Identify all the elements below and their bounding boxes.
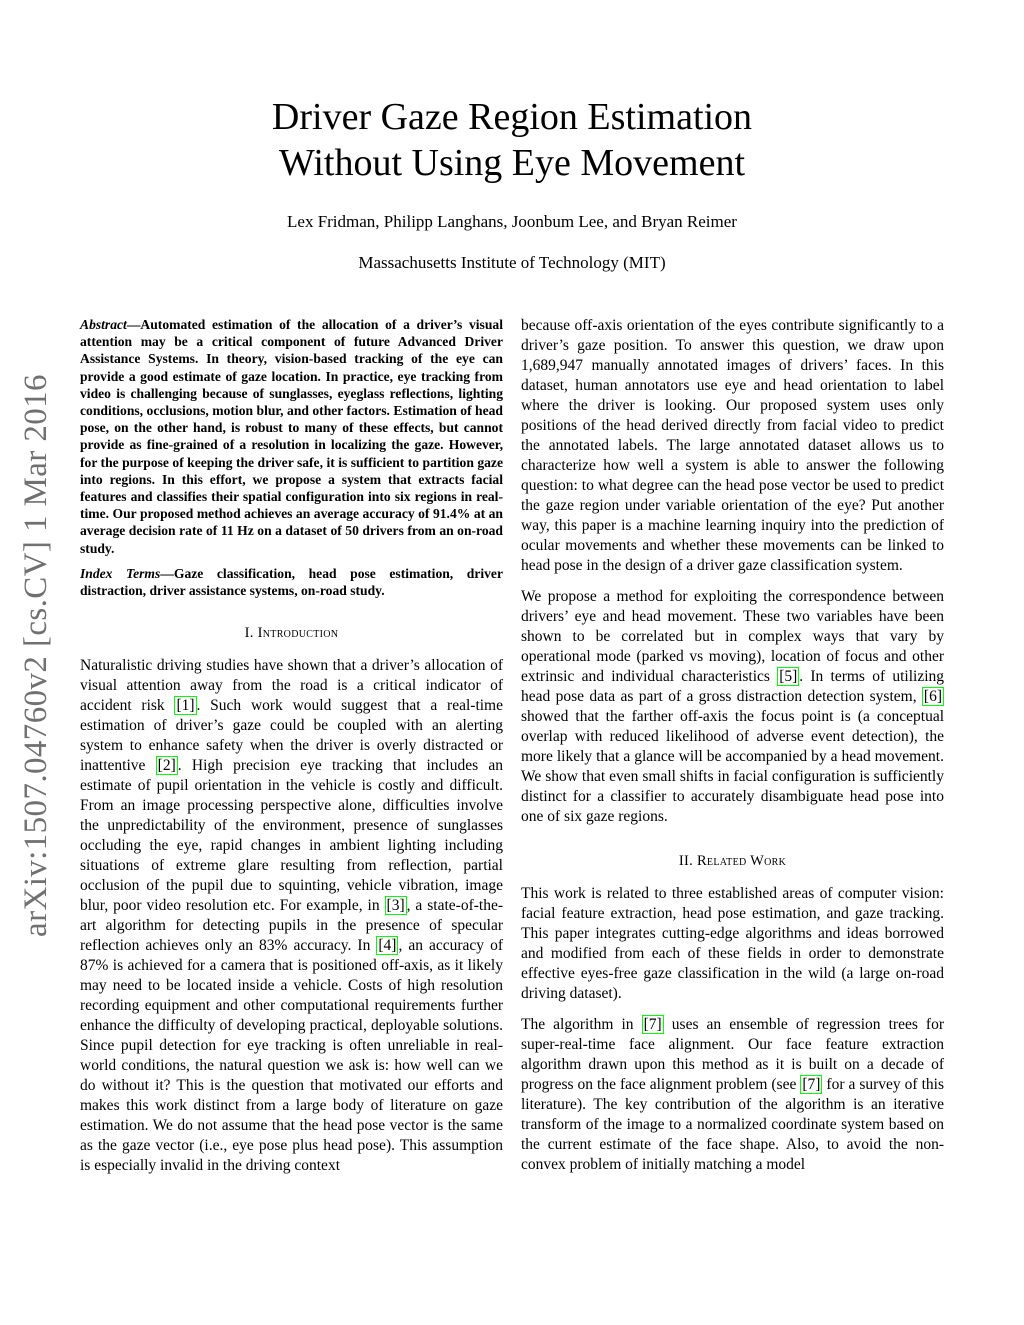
index-terms-text: —Gaze classification, head pose estimation, driver distraction, driver assistance systems, on-road study. xyxy=(80,565,503,599)
abstract-lead: Abstract xyxy=(80,317,127,332)
section-title: Introduction xyxy=(257,625,339,642)
citation-link[interactable]: [5] xyxy=(779,668,798,685)
text-run: , an accuracy of 87% is achieved for a camera that is positioned off-axis, as it likely may need to be located inside a vehicle. Costs of high resolution recording equipment and other computational requirements further enhance the difficulty of developing practical, deployable solutions. Since pupil detection for eye tracking is often unreliable in real-world conditions, the natural question we ask is: how well can we do without it? This is the question that motivated our efforts and makes this work distinct from a large body of literature on gaze estimation. We do not assume that the head pose vector is the same as the gaze vector (i.e., eye pose plus head pose). This assumption is especially invalid in the driving context xyxy=(80,937,503,1175)
citation-link[interactable]: [6] xyxy=(923,688,942,705)
citation-link[interactable]: [1] xyxy=(176,697,195,715)
abstract xyxy=(80,316,503,557)
related-paragraph-1: This work is related to three established areas of computer vision: facial feature extraction, head pose estimation, and gaze tracking. This paper integrates cutting-edge algorithms and ideas borrowed and modified from each of these fields in order to demonstrate effective eyes-free gaze classification in the wild (a large on-road driving dataset). xyxy=(521,885,944,1002)
index-terms xyxy=(80,565,503,599)
text-run: uses an ensemble of regression trees for super-real-time face alignment. Our face feature extraction algorithm drawn upon this method as it is built on a decade of progress on the face alignment problem (see xyxy=(521,1016,945,1093)
related-paragraph-2 xyxy=(521,1015,944,1175)
intro-paragraph-1 xyxy=(80,656,503,1176)
text-run: showed that the farther off-axis the focus point is (a conceptual overlap with reduced likelihood of adverse event detection), the more likely that a glance will be accompanied by a head movement. We show that even small shifts in facial configuration is sufficiently distinct for a classifier to accurately disambiguate head pose into one of six gaze regions. xyxy=(521,708,944,825)
text-run: for a survey of this literature). The key contribution of the algorithm is an iterative transform of the image to a normalized coordinate system based on the current estimate of the face shape. Also, to avoid the non-convex problem of initially matching a model xyxy=(521,1076,944,1173)
section-heading-introduction xyxy=(80,625,503,642)
intro-paragraph-2 xyxy=(521,587,944,827)
section-numeral: I. xyxy=(244,625,258,642)
paper-title xyxy=(170,94,854,186)
text-run: Naturalistic driving studies have shown that a driver’s allocation of visual attention away from the road is a critical indicator of accident risk xyxy=(80,657,503,715)
title-line-2: Without Using Eye Movement xyxy=(278,142,746,184)
section-title: Related Work xyxy=(696,853,787,869)
left-column xyxy=(80,316,503,1187)
section-heading-related-work xyxy=(521,853,944,870)
text-run: We propose a method for exploiting the correspondence between drivers’ eye and head movement. These two variables have been shown to be correlated but in complex ways that vary by operational mode (parked vs moving), location of focus and other extrinsic and individual characteristics xyxy=(521,588,944,685)
text-run: , a state-of-the-art algorithm for detecting pupils in the presence of specular reflection achieves only an 83% accuracy. In xyxy=(80,897,503,955)
author-list: Lex Fridman, Philipp Langhans, Joonbum Lee, and Bryan Reimer xyxy=(287,212,737,231)
section-numeral: II. xyxy=(678,853,697,869)
citation-link[interactable]: [2] xyxy=(157,757,176,775)
right-column xyxy=(521,316,944,1186)
index-terms-lead: Index Terms xyxy=(80,565,161,581)
citation-link[interactable]: [4] xyxy=(378,937,397,955)
citation-link[interactable]: [7] xyxy=(802,1076,821,1093)
intro-paragraph-1-continued: because off-axis orientation of the eyes contribute significantly to a driver’s gaze position. To answer this question, we draw upon 1,689,947 manually annotated images of drivers’ faces. In this dataset, human annotators use eye and head orientation to label where the driver is looking. Our proposed system uses only positions of the head derived directly from facial video to predict the annotated labels. The large annotated dataset allows us to characterize how well a system is able to answer the following question: to what degree can the head pose vector be used to predict the gaze region under variable orientation of the eye? Put another way, this paper is a machine learning inquiry into the prediction of ocular movements and whether these movements can be linked to head pose in the design of a driver gaze classification system. xyxy=(521,317,944,574)
abstract-text: —Automated estimation of the allocation of a driver’s visual attention may be a critical component of future Advanced Driver Assistance Systems. In theory, vision-based tracking of the eye can provide a good estimate of gaze location. In practice, eye tracking from video is challenging because of sunglasses, eyeglass reflections, lighting conditions, occlusions, motion blur, and other factors. Estimation of head pose, on the other hand, is robust to many of these effects, but cannot provide as fine-grained of a resolution in localizing the gaze. However, for the purpose of keeping the driver safe, it is sufficient to partition gaze into regions. In this effort, we propose a system that extracts facial features and classifies their spatial configuration into six regions in real-time. Our proposed method achieves an average accuracy of 91.4% at an average decision rate of 11 Hz on a dataset of 50 drivers from an on-road study. xyxy=(80,317,503,556)
arxiv-id-text: arXiv:1507.04760v2 [cs.CV] 1 Mar 2016 xyxy=(17,373,54,937)
text-run: . In terms of utilizing head pose data as part of a gross distraction detection system, xyxy=(521,668,944,705)
arxiv-identifier xyxy=(4,355,68,955)
citation-link[interactable]: [7] xyxy=(643,1016,662,1033)
citation-link[interactable]: [3] xyxy=(386,897,405,915)
text-run: . Such work would suggest that a real-time estimation of driver’s gaze could be coupled with an alerting system to enhance safety when the driver is overly distracted or inattentive xyxy=(80,697,503,775)
text-run: The algorithm in xyxy=(521,1016,642,1033)
text-run: . High precision eye tracking that includes an estimate of pupil orientation in the vehicle is costly and difficult. From an image processing perspective alone, difficulties involve the unpredictability of the environment, presence of sunglasses occluding the eye, rapid changes in ambient lighting including situations of extreme glare resulting from reflection, partial occlusion of the pupil due to squinting, vehicle vibration, image blur, poor video resolution etc. For example, in xyxy=(80,757,503,915)
affiliation: Massachusetts Institute of Technology (MIT) xyxy=(358,253,666,272)
title-line-1: Driver Gaze Region Estimation xyxy=(271,96,753,138)
